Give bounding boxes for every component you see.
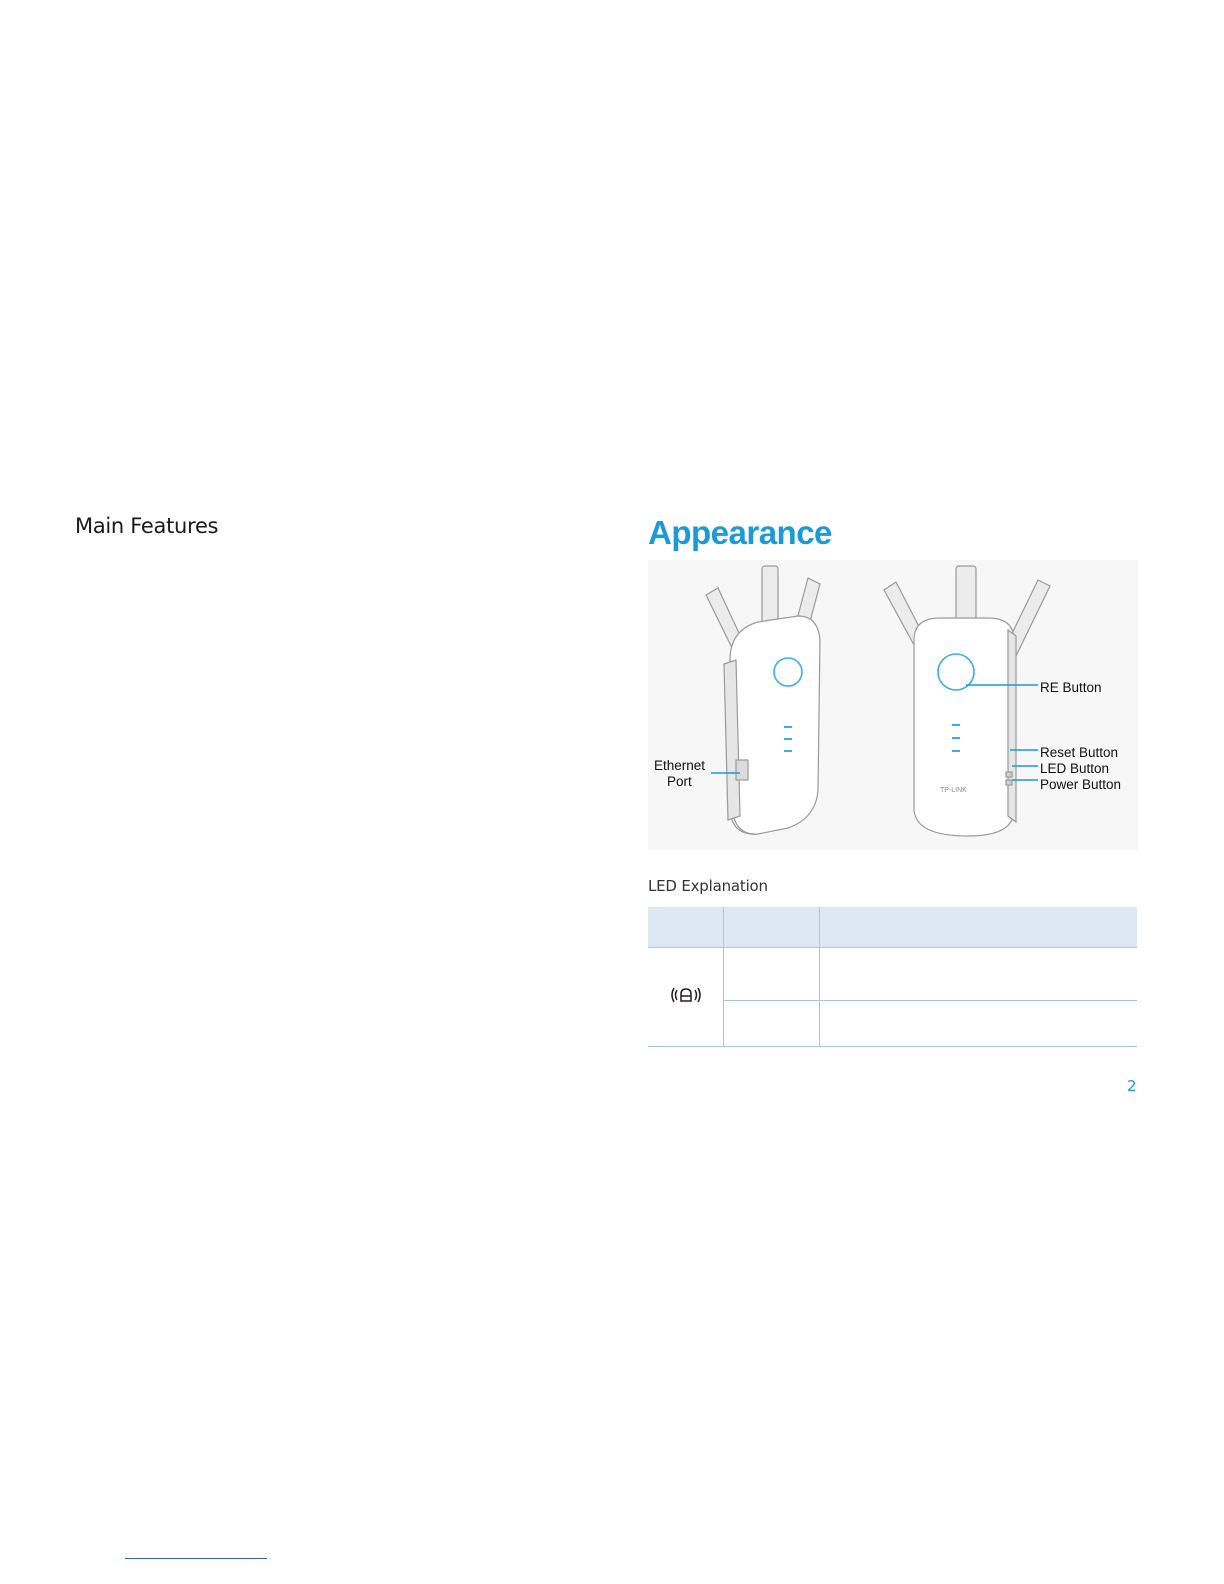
power-button-label: Power Button <box>1040 777 1122 792</box>
indication-cell <box>820 948 1138 1001</box>
led-button-label: LED Button <box>1040 761 1110 776</box>
led-explanation-table <box>648 907 1137 1047</box>
ethernet-port-label: Ethernet <box>654 758 706 773</box>
reset-button-label: Reset Button <box>1040 745 1119 760</box>
re-led-icon <box>669 985 703 1005</box>
table-row <box>648 948 1137 1001</box>
device-appearance-figure <box>648 560 1138 850</box>
re-button-label: RE Button <box>1040 680 1102 695</box>
page-number: 2 <box>1127 1077 1137 1095</box>
indication-cell <box>820 1001 1138 1047</box>
status-cell <box>724 1001 820 1047</box>
range-extender-illustration <box>648 560 1138 850</box>
header-led <box>648 907 724 948</box>
re-led-cell <box>648 948 724 1047</box>
header-indication <box>820 907 1138 948</box>
footer-divider <box>125 1558 267 1559</box>
status-cell <box>724 948 820 1001</box>
table-header-row <box>648 907 1137 948</box>
led-explanation-title: LED Explanation <box>648 877 768 895</box>
appearance-title: Appearance <box>648 514 832 551</box>
device-logo: TP-LINK <box>940 787 967 794</box>
main-features-heading: Main Features <box>75 514 219 538</box>
ethernet-port-label-line2: Port <box>667 774 692 789</box>
header-status <box>724 907 820 948</box>
